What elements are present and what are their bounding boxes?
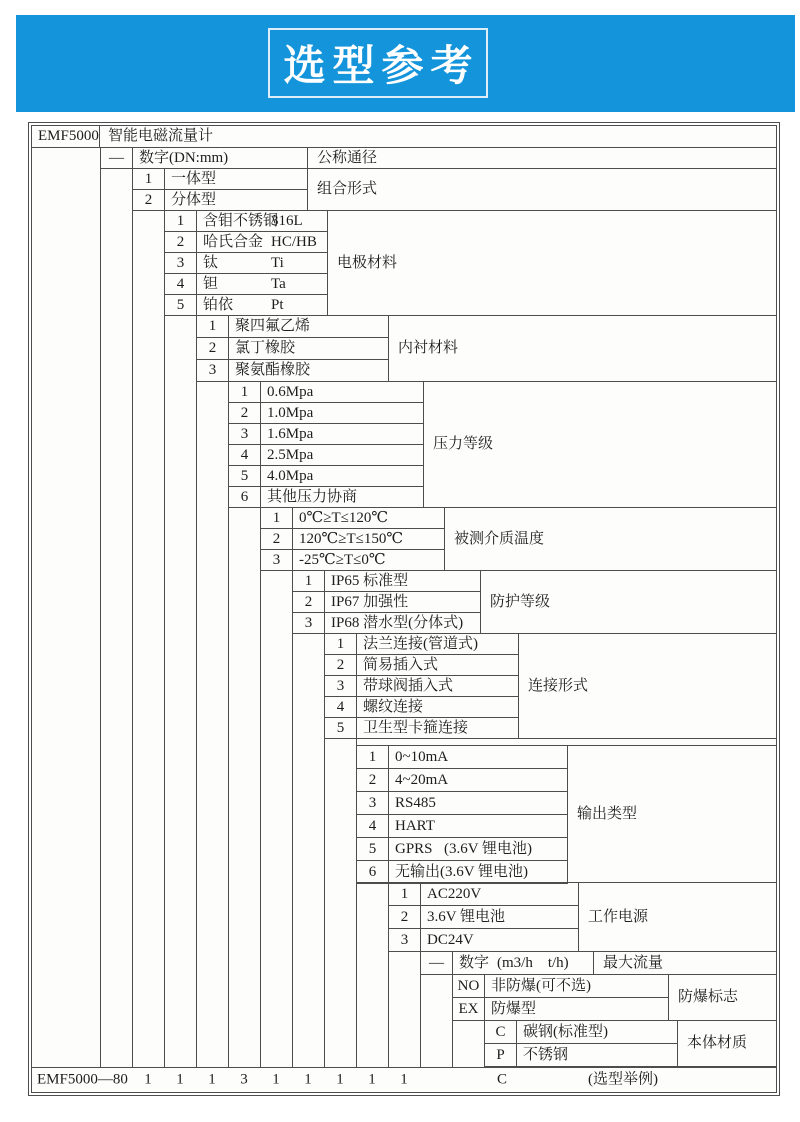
selection-table [28, 122, 780, 1096]
option-code: 5 [165, 295, 197, 316]
group-power-supply [388, 883, 776, 952]
option-code: 1 [357, 746, 389, 769]
group-assembly-form [132, 169, 776, 211]
banner [16, 15, 795, 112]
group-label: 内衬材料 [398, 340, 459, 356]
example-digit: 1 [368, 1071, 376, 1088]
group-body-material [484, 1021, 776, 1067]
option-code: 3 [197, 360, 229, 382]
option-code: 4 [357, 815, 389, 838]
option-label: 其他压力协商 [261, 487, 424, 508]
table-header-row [32, 126, 776, 148]
example-digit: 1 [176, 1071, 184, 1088]
option-label: 1.6Mpa [261, 424, 424, 445]
option-code: 3 [325, 676, 357, 697]
option-label: 钽 Ta [197, 274, 328, 295]
option-code: EX [453, 998, 485, 1021]
option-label: 螺纹连接 [357, 697, 519, 718]
option-label: 简易插入式 [357, 655, 519, 676]
option-code: 1 [165, 211, 197, 232]
option-code: 4 [325, 697, 357, 718]
option-label: GPRS (3.6V 锂电池) [389, 838, 568, 861]
option-code: 2 [389, 906, 421, 929]
option-code: 3 [165, 253, 197, 274]
option-code: 2 [165, 232, 197, 253]
option-label: 0℃≥T≤120℃ [293, 508, 445, 529]
option-label: DC24V [421, 929, 579, 952]
option-label: 1.0Mpa [261, 403, 424, 424]
option-code: — [421, 952, 453, 975]
option-label: AC220V [421, 883, 579, 906]
group-protection-rating [292, 571, 776, 634]
option-label: 不锈钢 [517, 1044, 678, 1067]
option-code: 1 [261, 508, 293, 529]
option-code: 2 [357, 769, 389, 792]
option-code: 4 [165, 274, 197, 295]
option-label: 哈氏合金 HC/HB [197, 232, 328, 253]
option-code: 3 [261, 550, 293, 571]
example-digit: 1 [144, 1071, 152, 1088]
group-connection-type [324, 634, 776, 739]
option-code: 2 [325, 655, 357, 676]
group-label: 防护等级 [490, 593, 551, 610]
page-title: 选型参考 [283, 42, 480, 89]
column-line [196, 382, 197, 1067]
column-line [100, 169, 101, 1067]
option-code: 2 [133, 190, 165, 211]
option-label: 4.0Mpa [261, 466, 424, 487]
group-label: 输出类型 [577, 805, 638, 822]
option-code: NO [453, 975, 485, 998]
column-line [420, 975, 421, 1067]
option-code: P [485, 1044, 517, 1067]
group-electrode-material [164, 211, 776, 316]
example-digit: 1 [304, 1071, 312, 1088]
example-digit: 1 [336, 1071, 344, 1088]
option-label: RS485 [389, 792, 568, 815]
option-label: 卫生型卡箍连接 [357, 718, 519, 739]
group-label: 被测介质温度 [454, 530, 545, 547]
column-line [356, 739, 357, 1067]
column-line [324, 739, 325, 1067]
example-note: (选型举例) [588, 1071, 658, 1088]
selection-table-grid [31, 125, 777, 1093]
option-label: 无输出(3.6V 锂电池) [389, 861, 568, 884]
option-code: 3 [357, 792, 389, 815]
option-code: 2 [261, 529, 293, 550]
group-lining-material [196, 316, 776, 382]
option-code: 1 [197, 316, 229, 338]
option-label: 0~10mA [389, 746, 568, 769]
example-model-code: EMF5000—80 [37, 1071, 128, 1088]
option-code: 5 [357, 838, 389, 861]
option-code: C [485, 1021, 517, 1044]
column-line [292, 634, 293, 1067]
group-label: 防爆标志 [678, 989, 739, 1005]
option-label: 聚氨酯橡胶 [229, 360, 389, 382]
option-label: 数字(DN:mm) [133, 148, 308, 169]
option-code: 1 [133, 169, 165, 190]
group-label: 本体材质 [687, 1035, 748, 1051]
option-label: HART [389, 815, 568, 838]
option-label: 聚四氟乙烯 [229, 316, 389, 338]
group-pressure-rating [228, 382, 776, 508]
option-code: 1 [293, 571, 325, 592]
option-label: 4~20mA [389, 769, 568, 792]
column-line [132, 211, 133, 1067]
option-label: 钛 Ti [197, 253, 328, 274]
example-digit: 3 [240, 1071, 248, 1088]
option-code: 5 [325, 718, 357, 739]
model-code: EMF5000 [32, 126, 100, 147]
option-code: 6 [229, 487, 261, 508]
option-label: IP65 标准型 [325, 571, 481, 592]
option-code: 3 [229, 424, 261, 445]
example-row [32, 1067, 776, 1092]
option-code: 5 [229, 466, 261, 487]
option-label: -25℃≥T≤0℃ [293, 550, 445, 571]
banner-title-box [268, 28, 488, 98]
option-code: 2 [293, 592, 325, 613]
example-digit: 1 [208, 1071, 216, 1088]
option-label: 2.5Mpa [261, 445, 424, 466]
group-label: 公称通径 [317, 149, 378, 166]
option-code: 1 [229, 382, 261, 403]
option-code: 3 [389, 929, 421, 952]
group-max-flow [420, 952, 776, 975]
option-code: 3 [293, 613, 325, 634]
option-label: 数字 (m3/h t/h) [453, 952, 594, 975]
column-line [164, 316, 165, 1067]
group-label: 电极材料 [337, 254, 398, 271]
option-code: 2 [197, 338, 229, 360]
option-label: 3.6V 锂电池 [421, 906, 579, 929]
option-label: 含钼不锈钢 316L [197, 211, 328, 232]
example-digit: 1 [400, 1071, 408, 1088]
option-label: 铂依 Pt [197, 295, 328, 316]
option-label: 防爆型 [485, 998, 669, 1021]
group-medium-temperature [260, 508, 776, 571]
option-label: IP68 潜水型(分体式) [325, 613, 481, 634]
column-line [452, 1021, 453, 1067]
option-label: 分体型 [165, 190, 308, 211]
column-line [388, 952, 389, 1067]
group-explosion-proof-mark [452, 975, 776, 1021]
group-label: 组合形式 [317, 181, 378, 197]
column-line [260, 571, 261, 1067]
option-label: 带球阀插入式 [357, 676, 519, 697]
example-digit: 1 [272, 1071, 280, 1088]
option-label: 法兰连接(管道式) [357, 634, 519, 655]
group-label: 压力等级 [433, 436, 494, 452]
option-code: — [101, 148, 133, 169]
example-body-code: C [496, 1071, 508, 1088]
group-output-type [356, 745, 776, 883]
option-label: IP67 加强性 [325, 592, 481, 613]
group-label: 连接形式 [528, 677, 589, 694]
option-label: 非防爆(可不选) [485, 975, 669, 998]
group-nominal-diameter [100, 148, 776, 169]
option-code: 4 [229, 445, 261, 466]
group-label: 最大流量 [603, 954, 664, 971]
option-code: 6 [357, 861, 389, 884]
option-code: 1 [325, 634, 357, 655]
option-code: 1 [389, 883, 421, 906]
option-label: 120℃≥T≤150℃ [293, 529, 445, 550]
option-label: 0.6Mpa [261, 382, 424, 403]
product-name: 智能电磁流量计 [108, 128, 214, 144]
option-label: 碳钢(标准型) [517, 1021, 678, 1044]
option-code: 2 [229, 403, 261, 424]
option-label: 氯丁橡胶 [229, 338, 389, 360]
group-label: 工作电源 [588, 908, 649, 925]
option-label: 一体型 [165, 169, 308, 190]
column-line [228, 508, 229, 1067]
